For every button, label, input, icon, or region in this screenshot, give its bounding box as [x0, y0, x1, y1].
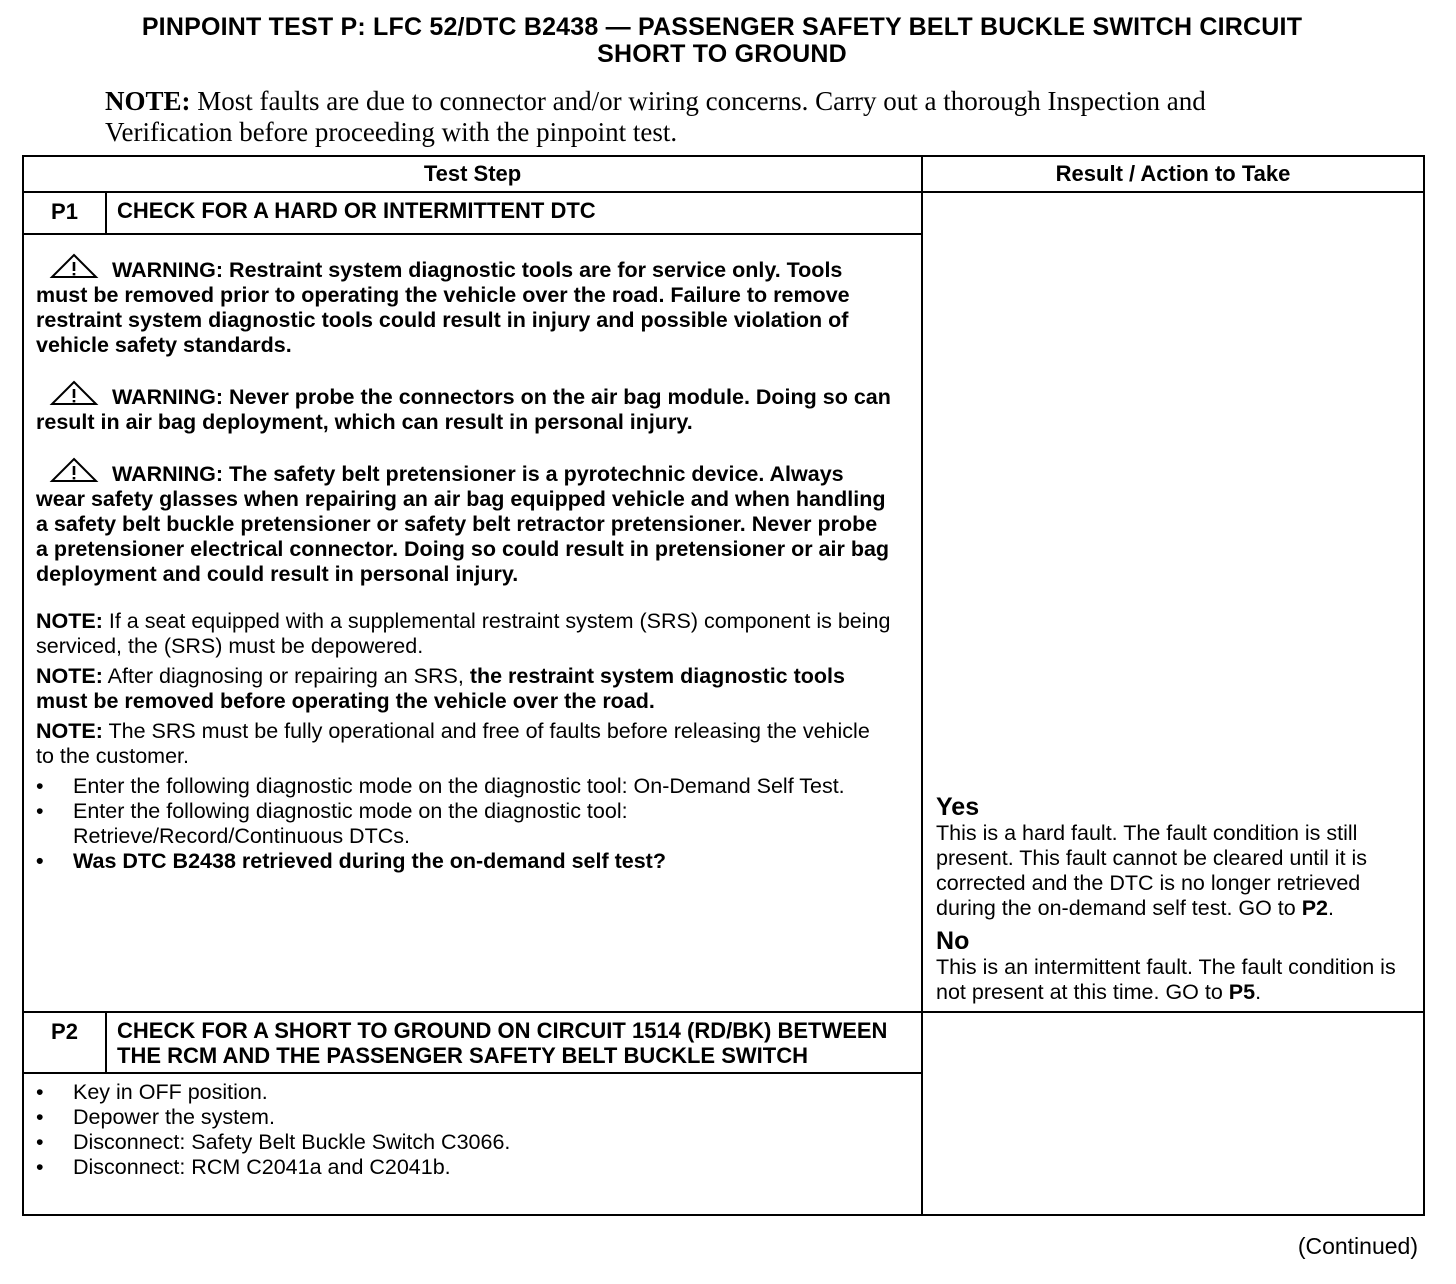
step-id-p2: P2 — [23, 1012, 106, 1073]
title-line-2: SHORT TO GROUND — [597, 40, 847, 68]
note-srs-operational: NOTE: The SRS must be fully operational and free of faults before releasing the vehicle to the customer. — [36, 719, 870, 768]
list-item: • Enter the following diagnostic mode on the diagnostic tool: Retrieve/Record/Continuous DTCs. — [36, 799, 893, 849]
goto-p2-link[interactable]: P2 — [1301, 896, 1329, 920]
note-remove-tools: NOTE: After diagnosing or repairing an SRS, the restraint system diagnostic tools must be removed before operating the vehicle over the road. — [36, 664, 845, 713]
warning-triangle-icon — [48, 457, 100, 483]
warning-2: WARNING: Never probe the connectors on the air bag module. Doing so can result in air bag deployment, which can result in personal injury. — [36, 380, 893, 435]
note-srs-depower: NOTE: If a seat equipped with a supplemental restraint system (SRS) component is being serviced, the (SRS) must be depowered. — [36, 609, 891, 658]
header-test-step: Test Step — [23, 156, 922, 192]
result-p2 — [922, 1012, 1424, 1215]
table-header-row — [23, 156, 1424, 192]
warning-3: WARNING: The safety belt pretensioner is a pyrotechnic device. Always wear safety glasses when repairing an air bag equipped vehicle and when handling a safety belt buckle pretensioner or safety belt retractor pretensioner. Never probe a pretensioner electrical connector. Doing so could result in pretensioner or air bag deployment and could result in personal injury. — [36, 457, 893, 587]
pinpoint-test-table — [22, 155, 1425, 1216]
list-item: • Disconnect: Safety Belt Buckle Switch C3066. — [36, 1130, 881, 1155]
header-result-action: Result / Action to Take — [922, 156, 1424, 192]
list-item: • Disconnect: RCM C2041a and C2041b. — [36, 1155, 881, 1180]
step-id-p1: P1 — [23, 192, 106, 234]
warning-triangle-icon — [48, 380, 100, 406]
step-body-p1 — [23, 234, 922, 1012]
step-p2-actions — [36, 1080, 881, 1180]
list-item: • Key in OFF position. — [36, 1080, 881, 1105]
intro-note-text: Most faults are due to connector and/or wiring concerns. Carry out a thorough Inspection and Verification before proceeding with the pinpoint test. — [105, 86, 1206, 147]
step-title-p1: CHECK FOR A HARD OR INTERMITTENT DTC — [106, 192, 922, 234]
step-p1-actions — [36, 774, 893, 874]
step-question: • Was DTC B2438 retrieved during the on-demand self test? — [36, 849, 893, 874]
list-item: • Depower the system. — [36, 1105, 881, 1130]
list-item: • Enter the following diagnostic mode on the diagnostic tool: On-Demand Self Test. — [36, 774, 893, 799]
result-yes-text: This is a hard fault. The fault condition is still present. This fault cannot be cleared until it is corrected and the DTC is no longer retrieved during the on-demand self test. GO to P2. — [936, 821, 1368, 920]
title-line-1: PINPOINT TEST P: LFC 52/DTC B2438 — PASSENGER SAFETY BELT BUCKLE SWITCH CIRCUIT — [141, 13, 1303, 41]
page-title — [0, 14, 1444, 68]
intro-note-label: NOTE: — [105, 86, 191, 116]
step-body-p2 — [23, 1073, 922, 1215]
result-yes-label: Yes — [936, 793, 980, 821]
result-no-text: This is an intermittent fault. The fault condition is not present at this time. GO to P5. — [936, 955, 1396, 1004]
step-p1-title-row — [23, 192, 1424, 234]
warning-triangle-icon — [48, 253, 100, 279]
step-title-p2: CHECK FOR A SHORT TO GROUND ON CIRCUIT 1514 (RD/BK) BETWEEN THE RCM AND THE PASSENGER SAFETY BELT BUCKLE SWITCH — [106, 1012, 922, 1073]
intro-note — [105, 86, 1305, 148]
result-no-label: No — [936, 927, 970, 955]
step-p2-title-row — [23, 1012, 1424, 1073]
warning-1: WARNING: Restraint system diagnostic tools are for service only. Tools must be removed prior to operating the vehicle over the road. Failure to remove restraint system diagnostic tools could result in injury and possible violation of vehicle safety standards. — [36, 253, 893, 358]
result-p1 — [922, 192, 1424, 1012]
goto-p5-link[interactable]: P5 — [1228, 980, 1256, 1004]
continued-label: (Continued) — [1297, 1233, 1418, 1259]
